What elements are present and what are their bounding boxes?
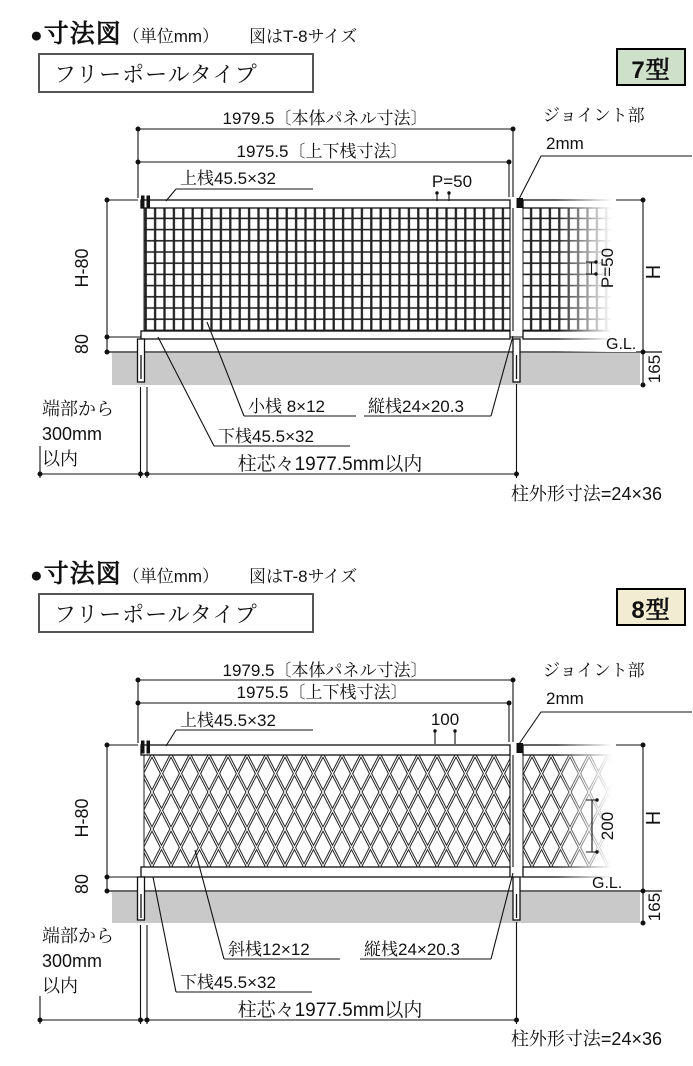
type-8-badge: 8型 bbox=[616, 588, 686, 626]
lower-height-label: 80 bbox=[72, 873, 92, 895]
panel-fade bbox=[556, 738, 636, 888]
diagonal-bar-label: 斜桟12×12 bbox=[228, 940, 310, 959]
joint-label-1: ジョイント部 bbox=[543, 661, 645, 680]
rail-width-label: 1975.5〔上下桟寸法〕 bbox=[236, 683, 408, 702]
end-note-line2: 300mm bbox=[42, 951, 103, 971]
vertical-bar-label: 縦桟24×20.3 bbox=[364, 940, 460, 959]
section7-unit: （単位mm） bbox=[122, 27, 220, 46]
panel-fade bbox=[556, 190, 636, 352]
fence-panel bbox=[141, 738, 636, 888]
small-bar-label: 小桟 8×12 bbox=[248, 397, 326, 416]
bullet-icon: ● bbox=[30, 564, 43, 587]
upper-height-label: H-80 bbox=[72, 798, 92, 838]
free-pole-type-box-7: フリーポールタイプ bbox=[38, 53, 314, 93]
end-note-line2: 300mm bbox=[42, 424, 103, 444]
end-note-line1: 端部から bbox=[42, 399, 114, 419]
panel-width-label: 1979.5〔本体パネル寸法〕 bbox=[222, 661, 428, 680]
bottom-rail-label: 下桟45.5×32 bbox=[180, 973, 276, 992]
vertical-bar-label: 縦桟24×20.3 bbox=[368, 397, 464, 416]
ground-line-label: G.L. bbox=[606, 336, 637, 353]
type-7-badge: 7型 bbox=[616, 48, 686, 86]
bullet-icon: ● bbox=[30, 24, 43, 47]
side-span-label: 200 bbox=[598, 811, 617, 841]
total-height-label: H bbox=[643, 810, 665, 826]
total-height-label: H bbox=[643, 264, 665, 280]
top-rail-label: 上桟45.5×32 bbox=[180, 711, 276, 730]
post-size-label: 柱外形寸法=24×36 bbox=[510, 484, 662, 504]
joint-label-1: ジョイント部 bbox=[543, 106, 645, 125]
section8-unit: （単位mm） bbox=[122, 567, 220, 586]
section8-title: 寸法図 bbox=[43, 560, 122, 588]
end-note-line1: 端部から bbox=[42, 926, 114, 946]
dimension-drawing-8 bbox=[0, 533, 693, 1066]
top-pitch-label: 100 bbox=[430, 710, 460, 729]
section8-size-note: 図はT-8サイズ bbox=[249, 567, 358, 586]
top-rail-label: 上桟45.5×32 bbox=[180, 169, 276, 188]
end-note-line3: 以内 bbox=[42, 449, 78, 469]
top-pitch-label: P=50 bbox=[431, 172, 473, 191]
section7-title: 寸法図 bbox=[43, 20, 122, 48]
side-pitch-label: P=50 bbox=[598, 247, 617, 289]
top-pitch-dimension bbox=[433, 729, 456, 744]
free-pole-type-box-8: フリーポールタイプ bbox=[38, 593, 314, 633]
bottom-rail-label: 下桟45.5×32 bbox=[218, 427, 314, 446]
footing-depth-label: 165 bbox=[645, 354, 664, 384]
rail-width-label: 1975.5〔上下桟寸法〕 bbox=[236, 142, 408, 161]
joint-label-2: 2mm bbox=[546, 134, 584, 153]
end-note-line3: 以内 bbox=[42, 976, 78, 996]
joint-label-2: 2mm bbox=[546, 689, 584, 708]
ground-line-label: G.L. bbox=[592, 875, 623, 892]
post-pitch-label: 柱芯々1977.5mm以内 bbox=[237, 1000, 423, 1021]
fence-panel bbox=[141, 190, 636, 352]
footing-depth-label: 165 bbox=[645, 892, 664, 922]
lower-height-label: 80 bbox=[72, 333, 92, 355]
post-size-label: 柱外形寸法=24×36 bbox=[510, 1029, 662, 1049]
section7-size-note: 図はT-8サイズ bbox=[249, 27, 358, 46]
panel-width-label: 1979.5〔本体パネル寸法〕 bbox=[222, 109, 428, 128]
upper-height-label: H-80 bbox=[72, 248, 92, 288]
post-pitch-label: 柱芯々1977.5mm以内 bbox=[237, 454, 423, 475]
